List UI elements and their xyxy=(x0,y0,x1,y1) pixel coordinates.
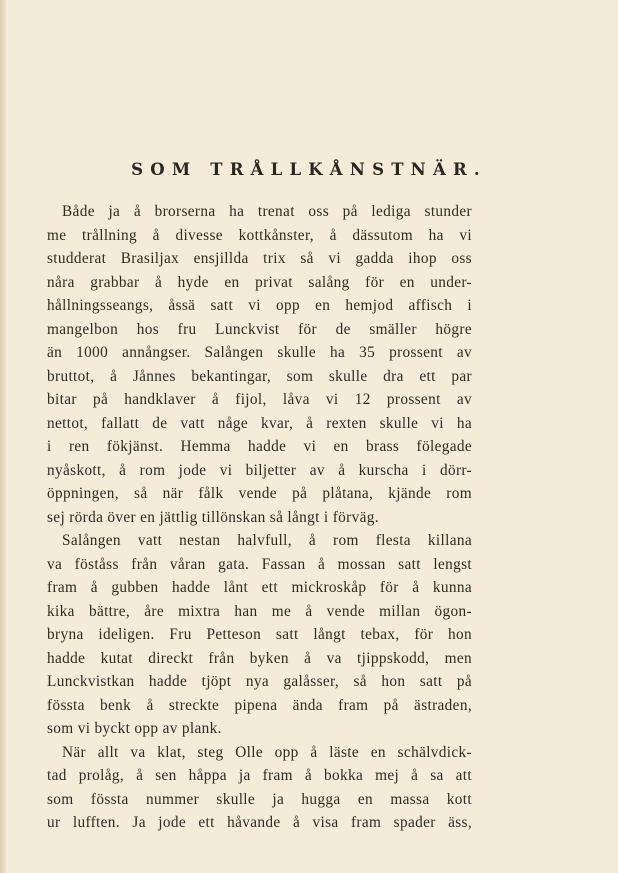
chapter-title: SOM TRÅLLKÅNSTNÄR. xyxy=(131,160,487,179)
text-line: tad prolåg, å sen håppa ja fram å bokka mej å sa att xyxy=(47,767,472,784)
page-binding-edge xyxy=(0,0,6,873)
text-line: öppningen, så när fålk vende på plåtana, kjände rom xyxy=(47,485,472,502)
text-line: bryna ideligen. Fru Petteson satt långt tebax, för hon xyxy=(47,626,472,643)
text-line: När allt va klat, steg Olle opp å läste en schälvdick- xyxy=(62,743,472,761)
text-line: va föståss från våran gata. Fassan å mossan satt lengst xyxy=(47,555,472,573)
text-line: bitar på handklaver å fijol, låva vi 12 prossent av xyxy=(47,391,472,408)
text-line: än 1000 annångser. Salången skulle ha 35 prossent av xyxy=(47,344,472,361)
text-line: me trållning å divesse kottkånster, å dässutom ha vi xyxy=(47,226,472,244)
text-line: fössta benk å streckte pipena ända fram på ästraden, xyxy=(47,696,472,714)
text-line: studderat Brasiljax ensjillda trix så vi gadda ihop oss xyxy=(47,250,472,267)
text-line: ur lufften. Ja jode ett håvande å visa fram spader äss, xyxy=(47,814,472,831)
text-line: sej rörda över en jättlig tillönskan så långt i förväg. xyxy=(47,508,379,526)
text-line: fram å gubben hadde lånt ett mickroskåp för å kunna xyxy=(47,579,472,596)
text-line: Salången vatt nestan halvfull, å rom flesta killana xyxy=(62,532,472,549)
body-text xyxy=(47,200,472,835)
text-line: hållningsseangs, åssä satt vi opp en hemjod affisch i xyxy=(47,297,472,314)
text-line: som vi byckt opp av plank. xyxy=(47,720,222,737)
text-line: hadde kutat direckt från byken å va tjippskodd, men xyxy=(47,649,472,667)
text-line: nettot, fallatt de vatt någe kvar, å rexten skulle vi ha xyxy=(47,414,472,432)
text-line: nåra grabbar å hyde en privat salång för en under- xyxy=(47,273,472,291)
text-line: Lunckvistkan hadde tjöpt nya galåsser, så hon satt på xyxy=(47,673,472,690)
text-line: som fössta nummer skulle ja hugga en massa kott xyxy=(47,790,472,808)
text-line: bruttot, å Jånnes bekantingar, som skulle dra ett par xyxy=(47,367,472,385)
text-line: i ren fökjänst. Hemma hadde vi en brass fölegade xyxy=(47,438,472,455)
text-line: nyåskott, å rom jode vi biljetter av å kurscha i dörr- xyxy=(47,461,472,479)
text-line: mangelbon hos fru Lunckvist för de smäller högre xyxy=(47,320,472,338)
text-line: kika bättre, åre mixtra han me å vende millan ögon- xyxy=(47,602,472,620)
text-line: Både ja å brorserna ha trenat oss på lediga stunder xyxy=(62,203,472,220)
